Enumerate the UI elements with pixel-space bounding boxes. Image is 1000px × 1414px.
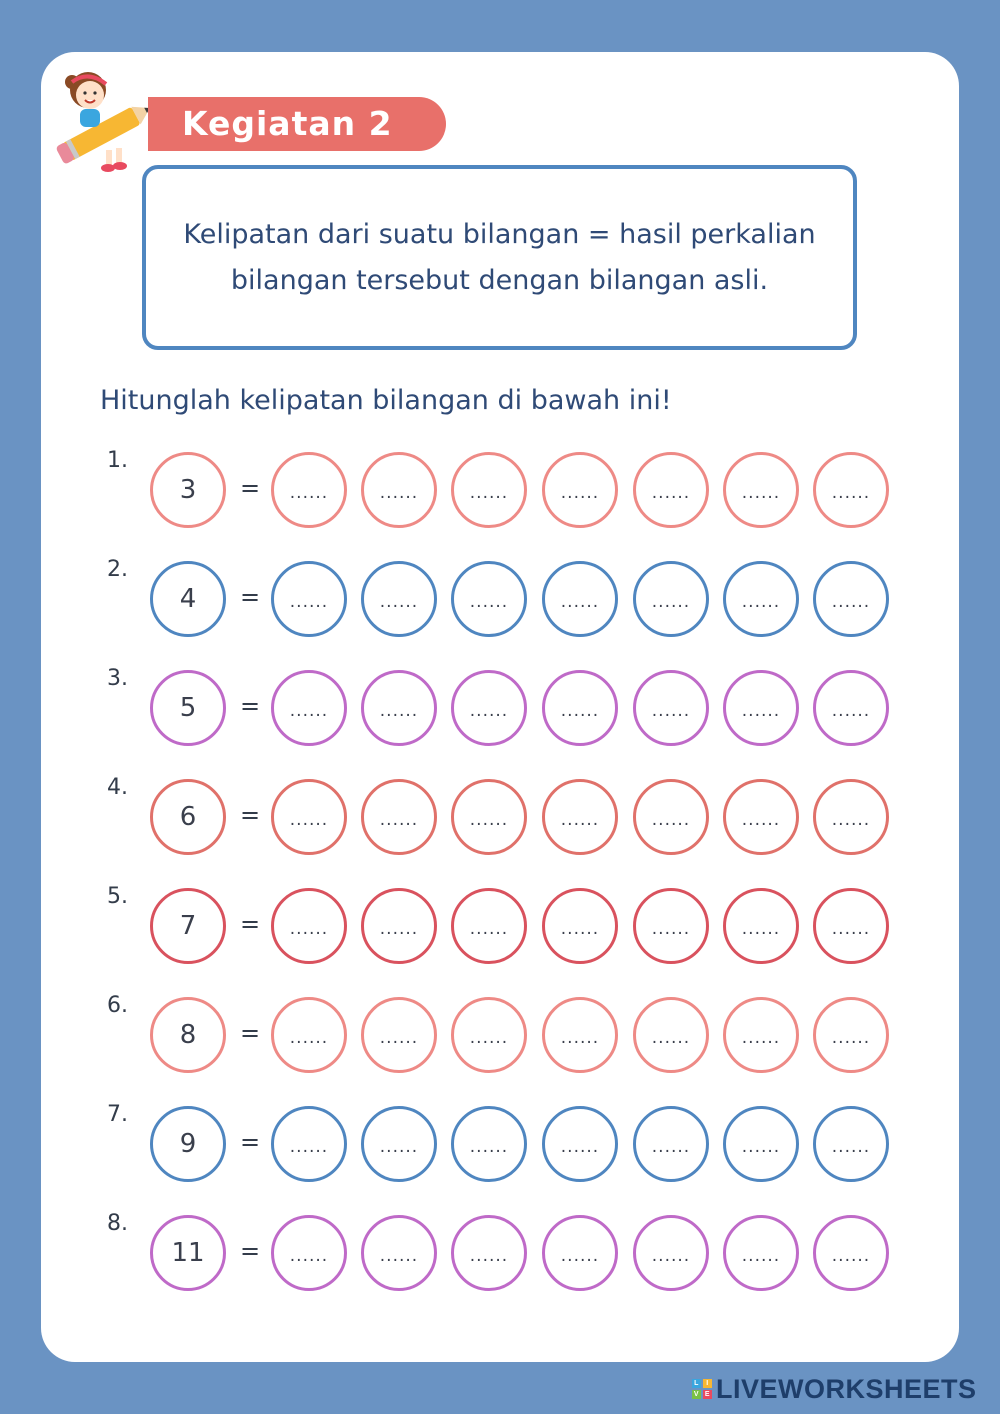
answer-input-circle[interactable]: ......: [723, 997, 799, 1073]
answer-input-circle[interactable]: ......: [542, 452, 618, 528]
answer-input-circle[interactable]: ......: [723, 1106, 799, 1182]
answer-input-circle[interactable]: ......: [542, 888, 618, 964]
exercise-row: [0, 557, 1000, 647]
exercise-number: 6.: [107, 993, 128, 1018]
answer-input-circle[interactable]: ......: [271, 670, 347, 746]
equals-sign: =: [240, 801, 261, 829]
exercise-number: 4.: [107, 775, 128, 800]
answer-input-circle[interactable]: ......: [361, 888, 437, 964]
answer-input-circle[interactable]: ......: [542, 1106, 618, 1182]
answer-input-circle[interactable]: ......: [542, 1215, 618, 1291]
answer-input-circle[interactable]: ......: [633, 779, 709, 855]
logo-grid-icon: [692, 1379, 712, 1399]
exercise-number: 7.: [107, 1102, 128, 1127]
answer-input-circle[interactable]: ......: [361, 1106, 437, 1182]
answer-input-circle[interactable]: ......: [361, 452, 437, 528]
answer-input-circle[interactable]: ......: [633, 670, 709, 746]
exercise-number: 5.: [107, 884, 128, 909]
answer-input-circle[interactable]: ......: [271, 888, 347, 964]
equals-sign: =: [240, 1237, 261, 1265]
exercise-number: 2.: [107, 557, 128, 582]
answer-input-circle[interactable]: ......: [813, 1215, 889, 1291]
base-number-circle: 6: [150, 779, 226, 855]
answer-input-circle[interactable]: ......: [723, 670, 799, 746]
base-number-circle: 4: [150, 561, 226, 637]
exercise-row: [0, 1211, 1000, 1301]
answer-input-circle[interactable]: ......: [271, 779, 347, 855]
equals-sign: =: [240, 1019, 261, 1047]
exercise-row: [0, 775, 1000, 865]
equals-sign: =: [240, 692, 261, 720]
answer-input-circle[interactable]: ......: [813, 561, 889, 637]
answer-input-circle[interactable]: ......: [813, 888, 889, 964]
answer-input-circle[interactable]: ......: [361, 997, 437, 1073]
base-number-circle: 11: [150, 1215, 226, 1291]
exercise-row: [0, 884, 1000, 974]
answer-input-circle[interactable]: ......: [813, 670, 889, 746]
answer-input-circle[interactable]: ......: [813, 452, 889, 528]
exercise-row: [0, 1102, 1000, 1192]
logo-letter: I: [703, 1379, 712, 1388]
answer-input-circle[interactable]: ......: [451, 1106, 527, 1182]
answer-input-circle[interactable]: ......: [633, 997, 709, 1073]
base-number-circle: 9: [150, 1106, 226, 1182]
answer-input-circle[interactable]: ......: [271, 1215, 347, 1291]
equals-sign: =: [240, 910, 261, 938]
answer-input-circle[interactable]: ......: [451, 888, 527, 964]
equals-sign: =: [240, 1128, 261, 1156]
answer-input-circle[interactable]: ......: [271, 997, 347, 1073]
base-number-circle: 5: [150, 670, 226, 746]
answer-input-circle[interactable]: ......: [542, 561, 618, 637]
instruction-text: Hitunglah kelipatan bilangan di bawah ini!: [100, 385, 672, 416]
answer-input-circle[interactable]: ......: [633, 888, 709, 964]
answer-input-circle[interactable]: ......: [271, 1106, 347, 1182]
answer-input-circle[interactable]: ......: [271, 561, 347, 637]
exercise-row: [0, 993, 1000, 1083]
rule-line-1: Kelipatan dari suatu bilangan = hasil perkalian: [183, 218, 816, 250]
answer-input-circle[interactable]: ......: [723, 561, 799, 637]
answer-input-circle[interactable]: ......: [723, 888, 799, 964]
answer-input-circle[interactable]: ......: [451, 779, 527, 855]
answer-input-circle[interactable]: ......: [633, 1215, 709, 1291]
answer-input-circle[interactable]: ......: [633, 1106, 709, 1182]
exercise-number: 1.: [107, 448, 128, 473]
equals-sign: =: [240, 583, 261, 611]
answer-input-circle[interactable]: ......: [361, 779, 437, 855]
answer-input-circle[interactable]: ......: [271, 452, 347, 528]
answer-input-circle[interactable]: ......: [723, 452, 799, 528]
answer-input-circle[interactable]: ......: [451, 561, 527, 637]
equals-sign: =: [240, 474, 261, 502]
logo-letter: L: [692, 1379, 701, 1388]
answer-input-circle[interactable]: ......: [723, 1215, 799, 1291]
brand-name: LIVEWORKSHEETS: [716, 1373, 977, 1404]
exercise-number: 3.: [107, 666, 128, 691]
answer-input-circle[interactable]: ......: [361, 561, 437, 637]
answer-input-circle[interactable]: ......: [451, 670, 527, 746]
logo-letter: V: [693, 1391, 700, 1398]
exercise-number: 8.: [107, 1211, 128, 1236]
base-number-circle: 8: [150, 997, 226, 1073]
rule-definition-box: [142, 165, 857, 350]
answer-input-circle[interactable]: ......: [813, 997, 889, 1073]
answer-input-circle[interactable]: ......: [542, 670, 618, 746]
answer-input-circle[interactable]: ......: [451, 997, 527, 1073]
exercise-row: [0, 666, 1000, 756]
answer-input-circle[interactable]: ......: [542, 779, 618, 855]
answer-input-circle[interactable]: ......: [813, 1106, 889, 1182]
rule-line-2: bilangan tersebut dengan bilangan asli.: [230, 264, 769, 296]
kid-with-pencil-illustration: [50, 62, 160, 177]
answer-input-circle[interactable]: ......: [361, 1215, 437, 1291]
liveworksheets-logo: [692, 1374, 977, 1404]
answer-input-circle[interactable]: ......: [542, 997, 618, 1073]
activity-title: Kegiatan 2: [148, 97, 446, 151]
answer-input-circle[interactable]: ......: [451, 452, 527, 528]
answer-input-circle[interactable]: ......: [451, 1215, 527, 1291]
exercise-row: [0, 448, 1000, 538]
answer-input-circle[interactable]: ......: [361, 670, 437, 746]
answer-input-circle[interactable]: ......: [813, 779, 889, 855]
answer-input-circle[interactable]: ......: [723, 779, 799, 855]
base-number-circle: 3: [150, 452, 226, 528]
base-number-circle: 7: [150, 888, 226, 964]
answer-input-circle[interactable]: ......: [633, 561, 709, 637]
answer-input-circle[interactable]: ......: [633, 452, 709, 528]
logo-letter: E: [704, 1391, 711, 1398]
